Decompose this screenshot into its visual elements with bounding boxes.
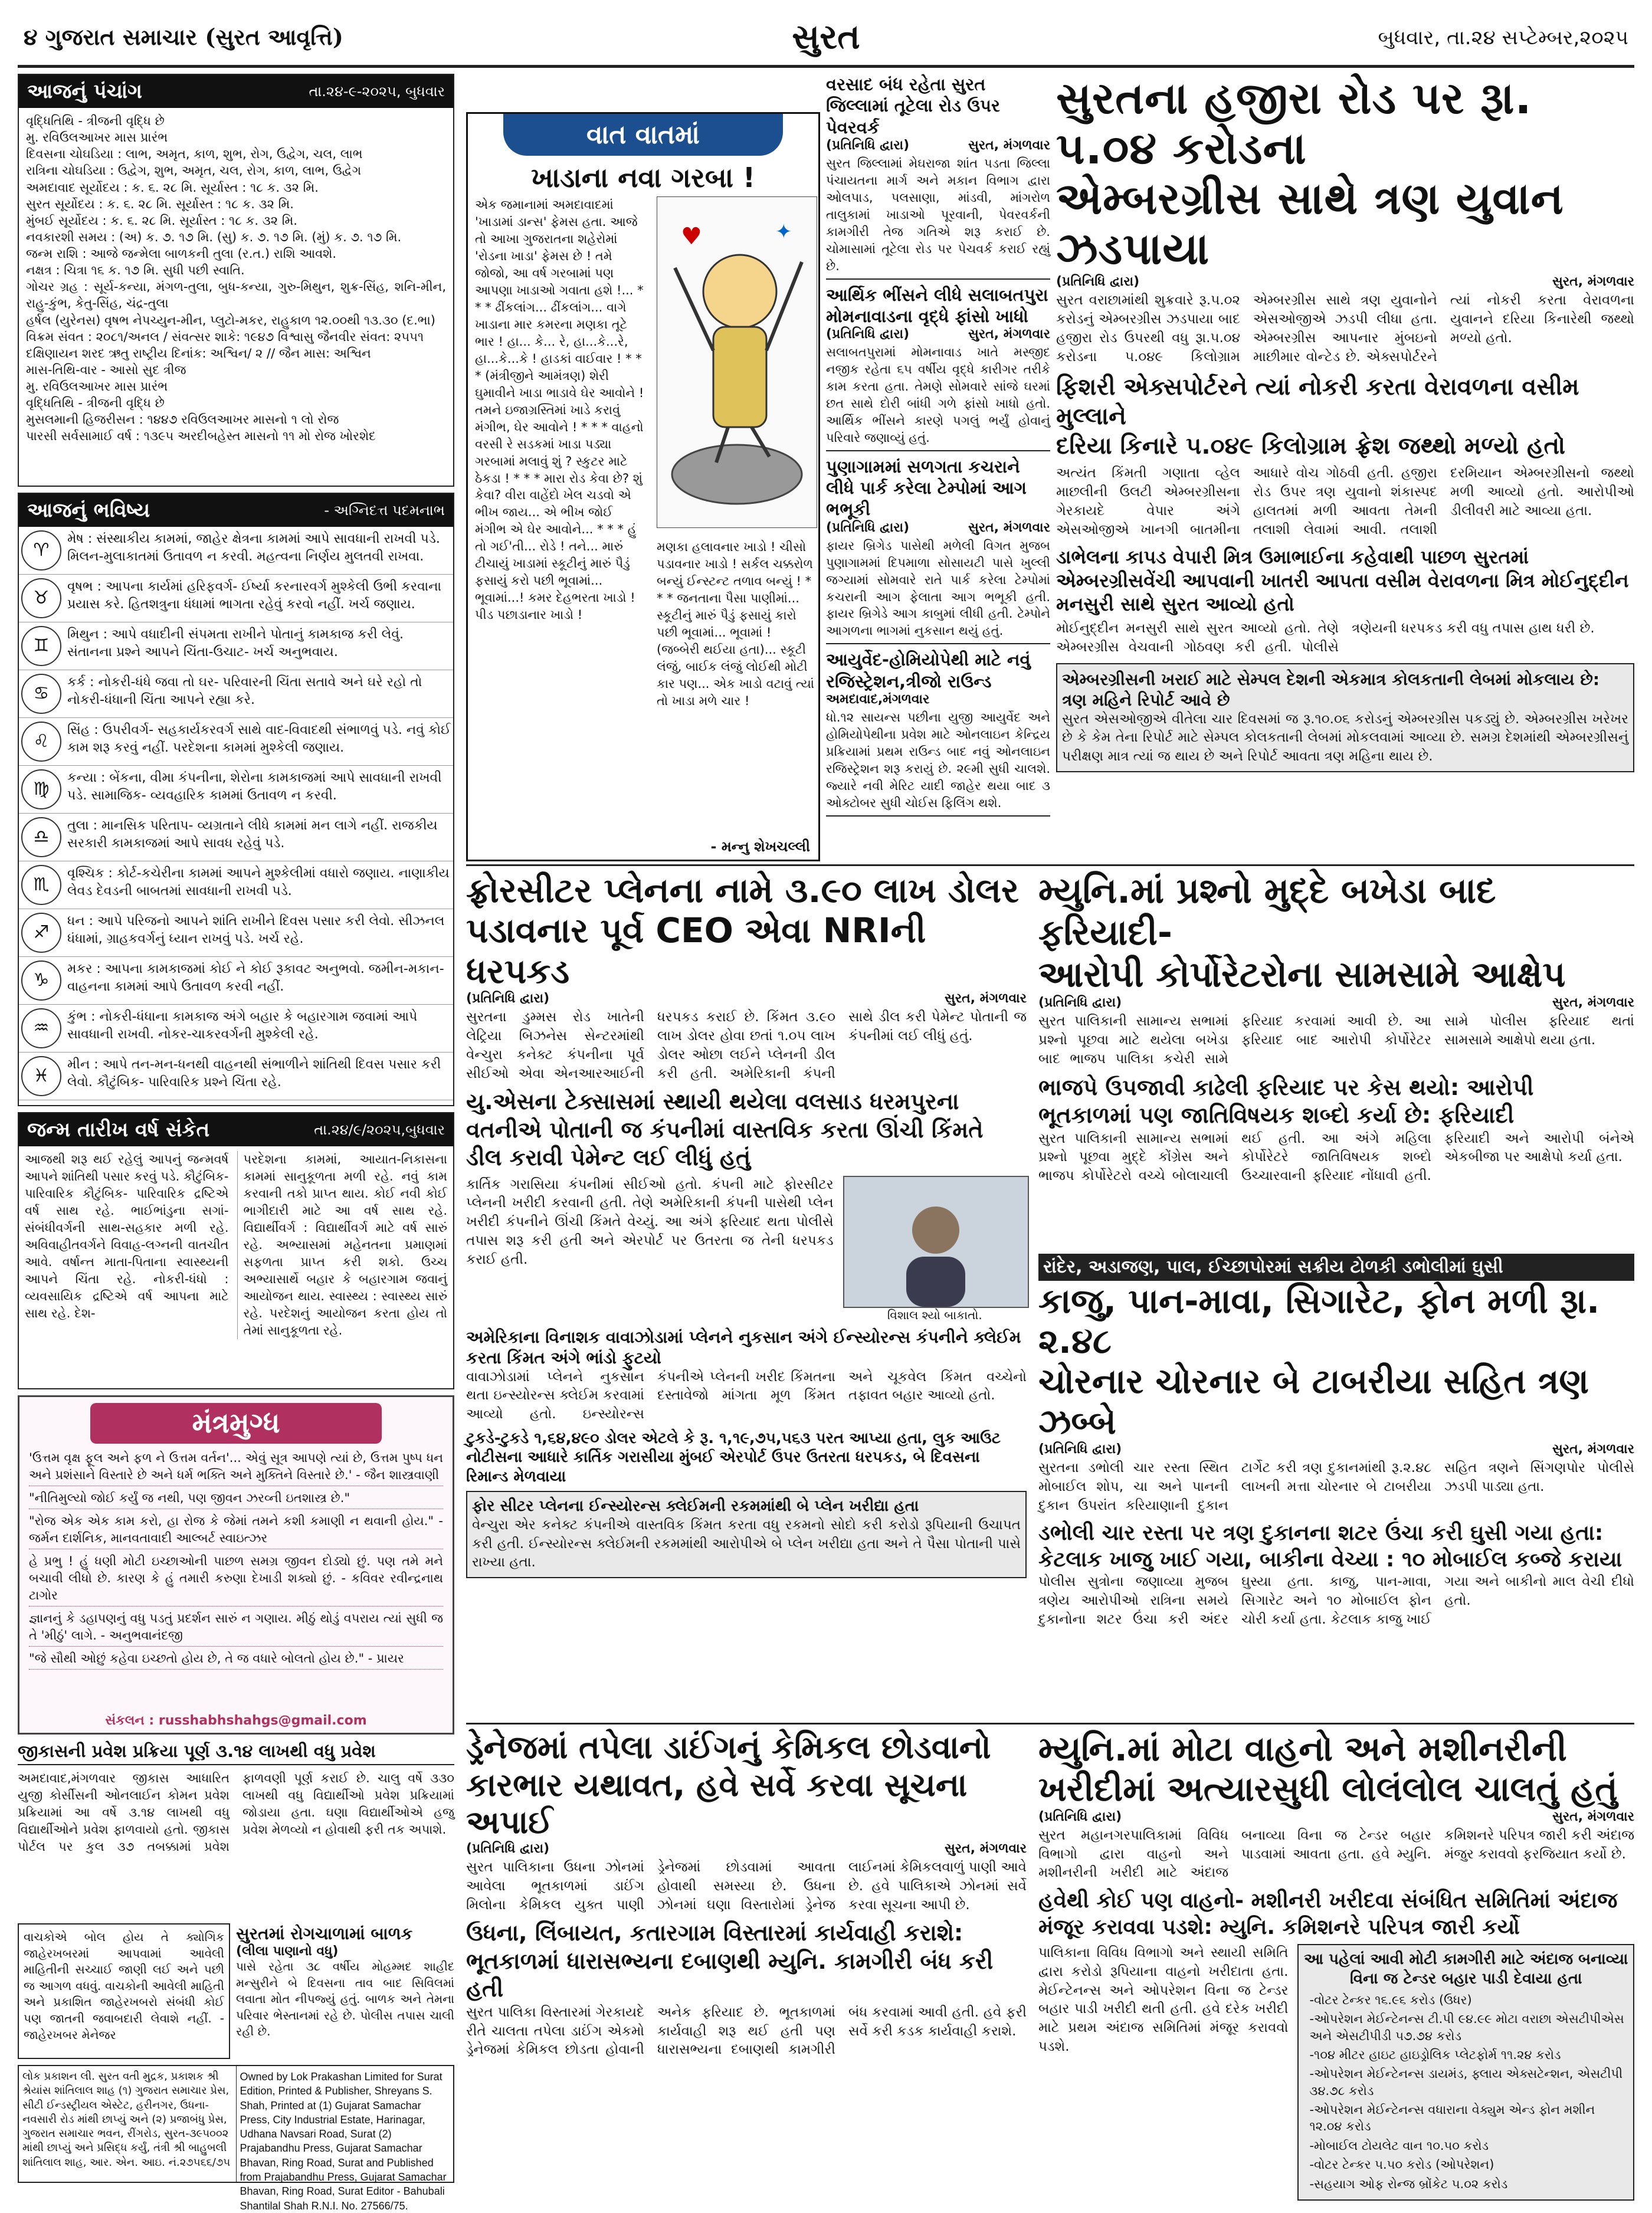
- zodiac-text: કન્યા : બેંકના, વીમા કંપનીના, શેરોના કામકાજમાં આપે સાવધાની રાખવી પડે. સામાજિક- વ્યવહારિક કામમાં ઉતાવળ ન કરવી.: [67, 771, 442, 803]
- muni-fight-text: સુરત પાલિકાની સામાન્ય સભામાં પ્રશ્નો પૂછવા માટે થયેલા બખેડા બાદ ભાજપ પાલિકા કચેરી સામે ફરિયાદ કરવામાં આવી છે. આ ફરિયાદ બાદ આરોપી કોર્પોરેટર સામે પોલીસ ફરિયાદ થતાં સામસામે આક્ષેપો થયા હતા.: [1038, 1014, 1634, 1067]
- mid-story-headline: પુણાગામમાં સળગતા કચરાને લીધે પાર્ક કરેલા ટેમ્પોમાં આગ ભભૂકી: [826, 456, 1027, 520]
- rogchala-headline: સુરતમાં રોગચાળામાં બાળક: [236, 1924, 413, 1943]
- theft-headline-2: ચોરનાર ચોરનાર બે ટાબરીયા સહિત ત્રણ ઝબ્બે: [1038, 1361, 1589, 1442]
- zodiac-text: મીન : આપે તન-મન-ધનથી વાહનથી સંભાળીને શાંતિથી દિવસ પસાર કરી લેવો. કૌટુંબિક- પારિવારિક પ્રશ્ને ચિંતા રહે.: [67, 1057, 441, 1090]
- panchang-box: [18, 74, 454, 487]
- top-box-head: એમ્બરગ્રીસની ખરાઈ માટે સેમ્પલ દેશની એકમાત્ર કોલકતાની લેબમાં મોકલાય છે: ત્રણ મહિને રિપોર્ટ આવે છે: [1062, 669, 1600, 710]
- drainage-byline: [466, 1841, 1027, 1856]
- mid-story-place: સુરત, મંગળવાર: [968, 137, 1050, 153]
- muni-fight-byline-place: સુરત, મંગળવાર: [1552, 995, 1634, 1011]
- zodiac-list: [19, 527, 453, 1100]
- mantra-quotes: [19, 1450, 453, 1670]
- zodiac-item: [19, 527, 453, 575]
- reader-note: [18, 1923, 230, 2059]
- vehicles-box-item: -૧૦૪ મીટર હાઇટ હાઇડ્રોલિક પ્લેટફોર્મ ૧૧.૨૪ કરોડ: [1309, 2048, 1561, 2063]
- vehicles-sub: હવેથી કોઈ પણ વાહનો- મશીનરી ખરીદવા સંબંધિત સમિતિમાં અંદાજ મંજૂર કરાવવા પડશે: મ્યુનિ. કમિશનરે પરિપત્ર જારી કર્યો: [1038, 1889, 1618, 1940]
- drainage-byline-place: સુરત, મંગળવાર: [944, 1841, 1027, 1857]
- mid-story-headline: આર્થિક ભીંસને લીધે સલાબતપુરા મોમનાવાડના વૃદ્ધે ફાંસો ખાધો: [826, 284, 1048, 326]
- zodiac-sign-icon: ♎: [21, 817, 61, 857]
- zodiac-text: ધન : આપે પરિજનો આપને શાંતિ રાખીને દિવસ પસાર કરી લેવો. સીઝનલ ધંધામાં, ગ્રાહકવર્ગનું ધ્યાન રાખવું પડે. ખર્ચ રહે.: [67, 914, 445, 946]
- rogchala-subtitle: (લીલા પાણાનો વધુ): [236, 1944, 339, 1959]
- birthday-title: જન્મ તારીખ વર્ષ સંકેત: [27, 1118, 210, 1142]
- mid-story-source: (પ્રતિનિધિ દ્વારા): [826, 520, 910, 535]
- vehicles-box-item: -વોટર ટેન્કર ૫.૫૦ કરોડ (ઓપરેશન): [1309, 2158, 1494, 2172]
- zodiac-text: વૃષભ : આપના કાર્યમાં હરિફવર્ગ- ઈર્ષ્યા કરનારવર્ગ મુશ્કેલી ઉભી કરવાના પ્રયાસ કરે. હિતશત્રુના ધંધામાં ભાગતા રહેવું કરવો નહીં. ખર્ચ જણાય.: [67, 579, 441, 612]
- muni-fight-headline-1: મ્યુનિ.માં પ્રશ્નો મુદ્દે બખેડા બાદ ફરિયાદી-: [1038, 870, 1496, 953]
- imprint-gujarati: લોક પ્રકાશન લી. સુરત વતી મુદ્રક, પ્રકાશક શ્રી શ્રેયાંસ શાંતિલાલ શાહ (૧) ગુજરાત સમાચાર પ્રેસ, સીટી ઈન્ડસ્ટ્રીયલ એસ્ટેટ, હરીનગર, ઉધના-નવસારી રોડ માંથી છાપ્યું અને (૨) પ્રજાબંધુ પ્રેસ, ગુજરાત સમાચાર ભવન, રીંગરોડ, સુરત-૩૯૫૦૦૨ માંથી છાપ્યું અને પ્રસિદ્ધ કર્યું, તંત્રી શ્રી બાહુબલી શાંતિલાલ શાહ, આર. એન. આઇ. નં.૨૭૫૬૬/૭૫: [19, 2066, 237, 2182]
- zodiac-item: [19, 622, 453, 670]
- ceo-body-row: [466, 1176, 1027, 1322]
- theft-sub: ડભોલી ચાર રસ્તા પર ત્રણ દુકાનના શટર ઉંચા કરી ઘુસી ગયા હતા: કેટલાક ખાજુ ખાઈ ગયા, બાકીના વેચ્યા : ૧૦ મોબાઈલ કબ્જે કરાયા: [1038, 1521, 1622, 1572]
- panchang-line: નક્ષત્ર : ચિત્રા ૧૬ ક. ૧૭ મિ. સુધી પછી સ્વાતિ.: [26, 263, 245, 278]
- zodiac-item: [19, 814, 453, 861]
- vehicles-row: [1038, 1944, 1634, 2201]
- mid-story: [826, 74, 1050, 280]
- mid-story-byline: [826, 520, 1050, 535]
- muni-fight-text2: સુરત પાલિકાની સામાન્ય સભામાં પ્રશ્નો પૂછવા મુદ્દે કોંગ્રેસ અને ભાજપ કોર્પોરેટરો વચ્ચે બોલાચાલી થઈ હતી. આ અંગે મહિલા કોર્પોરેટરે જાતિવિષયક શબ્દો ઉચ્ચારવાની ફરિયાદ નોંધાવી હતી. ફરિયાદી અને આરોપી બંનેએ એકબીજા પર આક્ષેપો કર્યા હતા.: [1038, 1130, 1634, 1184]
- mantra-quote: "જે સૌથી ઓછું કહેવા ઇચ્છતો હોય છે, તે જ વધારે બોલતો હોય છે." - પ્રાયર: [29, 1650, 443, 1670]
- zodiac-item: [19, 861, 453, 909]
- birthday-col1: આજથી શરૂ થઈ રહેલું આપનું જન્મવર્ષ આપને શાંતિથી પસાર કરવું પડે. કૌટુંબિક-પારિવારિક કૌટુંબિક- પારિવારિક દ્રષ્ટિએ વર્ષ સાથ રહે. ભાઈભાંડુના સગાં-સંબંધીવર્ગની સાથ-સહકાર મળી રહે. અવિવાહીતવર્ગને વિવાહ-લગ્નની વાતચીત આવે. વર્ષાન્ત માતા-પિતાના સ્વાસ્થ્યની આપને ચિંતા રહે. નોકરી-ધંધો : વ્યવસાયિક દ્રષ્ટિએ વર્ષ આપના માટે સાથ રહે. દેશ-: [25, 1152, 229, 1320]
- vat-poem: એક જમાનામાં અમદાવાદમાં 'ખાડામાં ડાન્સ' ફેમસ હતા. આજે તો આખા ગુજરાતના શહેરોમાં 'રોડના ખાડા' ફેમસ છે ! તમે જોજો, આ વર્ષ ગરબામાં પણ આપણા ખાડાઓ ગવાતા હશે !... * * * ઢીંકલાંગ... ઢીંકલાંગ... વાગે ખાડાના માર કમરના મણકા તૂટે ભાર ! હા... કે... રે, હા...કે...રે, હા...કે...કે ! હાડકાં વાઈવાર ! * * * (મંત્રીજીને આમંત્રણ) શેરી ઘુમાવીને ખાડા ભાડાવે ઘેર આવોને ! તમને ઇજાગ્રસ્તિમાં ખાડે કરાવું મંગીભ, ઘેર આવોને ! * * * વાહનો વરસી રે સડકમાં ખાડા પડ્યા ગરબામાં મલાવું શું ? સ્કુટર માટે ઠેકડા ! * * * મારા રોડ કેવા છે? શું કેવા? વીરા વાહેંદો ખેલ ચડવો એ ભીખ જાય... એ ભીખ જોઈ મંગીભ એ ઘેર આવોને... * * * હું તો ગઈ'તી... રોડે ! તને... મારું ટીચાયું ખાડામાં સ્કૂટીનું મારું પૈડું ફસાયું કરો પછી ભૂવામાં... ભૂવામાં...! કમર દેહભરતા ખાડો ! પીડ પછાડાનાર ખાડો !: [475, 198, 644, 622]
- mid-story-byline: [826, 692, 1050, 707]
- zodiac-sign-icon: ♌: [21, 722, 61, 762]
- panchang-line: જન્મ રાશિ : આજે જન્મેલા બાળકની તુલા (ર.ત.) રાશિ આવશે.: [26, 247, 337, 261]
- vat-poem-right: મણકા હલાવનાર ખાડો ! ચીસો પડાવનાર ખાડો ! સર્કલ ચક્કરોળ બન્યું ઈન્સ્ટન્ટ તળાવ બન્યું ! * * * જનતાના પૈસા પાણીમાં... સ્કૂટીનું મારું પૈડું ફસાયું કારો પછી ભૂવામાં... ભૂવામાં ! (જબ્બેરી થઈયા હતા)... સ્કૂટી લંજું, બાઈક લંજું લોઈથી મોટી કાર પણ... એક ખાડો વટાવું ત્યાં તો ખાડા મળે ચાર !: [657, 540, 814, 708]
- mantra-quote: "નીતિમુલ્યો જોઈ કર્યું જ નથી, પણ જીવન ઝરવ્ની ઇતશાસ્ત્ર છે.": [29, 1490, 443, 1509]
- mid-story-place: સુરત, મંગળવાર: [968, 327, 1050, 342]
- zodiac-sign-icon: ♑: [21, 960, 61, 1001]
- zodiac-item: [19, 766, 453, 814]
- drainage-text: સુરત પાલિકાના ઉધના ઝોનમાં આવેલા ભૂતકાળમાં ડાઈંગ મિલોના કેમિકલ યુક્ત પાણી ડ્રેનેજમાં છોડવામાં આવતા હોવાથી સમસ્યા છે. ઉધના ઝોનમાં ઘણા વિસ્તારોમાં ડ્રેનેજ લાઈનમાં કેમિકલવાળું પાણી આવે છે. હવે પાલિકાએ ઝોનમાં સર્વે કરવા સૂચના આપી છે.: [466, 1860, 1027, 1913]
- birthday-columns: [19, 1146, 453, 1344]
- mid-story-byline: [826, 138, 1050, 153]
- horoscope-title: આજનું ભવિષ્ય: [27, 499, 150, 522]
- panchang-header: [19, 75, 453, 108]
- zodiac-sign-icon: ♈: [21, 530, 61, 571]
- mid-story-text: સલાબતપુરામાં મોમનાવાડ ખાતે મસ્જીદ નજીક રહેતા ૬૫ વર્ષીય વૃદ્ધે કારીગર તરીકે કામ કરતા હતા. તેમણે સોમવારે સાંજે ઘરમાં છત સાથે દોરી બાંધી ગળે ફાંસો ખાધો હતો. આર્થિક ભીંસને કારણે પગલું ભર્યું હોવાનું પરિવારે જણાવ્યું હતું.: [826, 345, 1050, 445]
- ceo-sub2: અમેરિકાના વિનાશક વાવાઝોડામાં પ્લેનને નુકસાન અંગે ઈન્સ્યોરન્સ કંપનીને ક્લેઈમ કરતા કિંમત અંગે ભાંડો ફુટયો: [466, 1327, 1021, 1368]
- rogchala-story: [236, 1923, 454, 2059]
- ceo-photo-caption: વિશાલ શ્યો બાકાતો.: [887, 1307, 982, 1322]
- cartoon-illustration: [657, 197, 817, 527]
- zodiac-text: કુંભ : નોકરી-ધંધાના કામકાજ અંગે બહાર કે બહારગામ જવામાં આપે સાવધાની રાખવી. નોકર-ચાકરવર્ગની મુશ્કેલી રહે.: [67, 1009, 418, 1042]
- theft-headline-1: કાજુ, પાન-માવા, સિગારેટ, ફોન મળી રૂા. ૨.૪૮: [1038, 1280, 1600, 1361]
- drainage-text2: સુરત પાલિકા વિસ્તારમાં ગેરકાયદે રીતે ચાલતા તપેલા ડાઈંગ એકમો ડ્રેનેજમાં કેમિકલ છોડતા હોવાની અનેક ફરિયાદ છે. ભૂતકાળમાં કાર્યવાહી શરૂ થઈ હતી પણ ધારાસભ્યના દબાણથી કામગીરી બંધ કરવામાં આવી હતી. હવે ફરી સર્વે કરી કડક કાર્યવાહી કરાશે.: [466, 2004, 1027, 2058]
- drainage-headline-2: કારભાર યથાવત, હવે સર્વે કરવા સૂચના અપાઈ: [466, 1766, 968, 1841]
- top-headline-1: સુરતના હજીરા રોડ પર રૂા. ૫.૦૪ કરોડના: [1056, 73, 1532, 175]
- mid-story-headline: વરસાદ બંધ રહેતા સુરત જિલ્લામાં તૂટેલા રોડ ઉપર પેવરવર્ક: [826, 74, 1001, 137]
- ceo-box: [466, 1491, 1027, 1578]
- zodiac-item: [19, 957, 453, 1005]
- theft-byline: [1038, 1442, 1634, 1457]
- vehicles-byline-source: (પ્રતિનિધિ દ્વારા): [1038, 1809, 1122, 1824]
- mantra-quote: 'ઉત્તમ વૃક્ષ ફૂલ અને ફળ ને ઉત્તમ વર્તન'... એવું સૂત્ર આપણે ત્યાં છે, ઉત્તમ પુષ્પ ધન અને પ્રશંસાને વિસ્તારે છે અને ધર્મ ભક્તિ અને મુક્તિને વિસ્તારે છે.' - જૈન શાસ્ત્રવાણી: [29, 1450, 443, 1486]
- mantra-box: [18, 1395, 454, 1735]
- zodiac-sign-icon: ♒: [21, 1008, 61, 1048]
- vehicles-story: [1038, 1729, 1634, 2191]
- horoscope-header: [19, 494, 453, 527]
- svg-text:✦: ✦: [775, 220, 792, 244]
- top-sub2: દરિયા કિનારે ૫.૦૪૯ કિલોગ્રામ ફ્રેશ જથ્થો મળ્યો હતો: [1056, 432, 1565, 460]
- imprint-box: [18, 2065, 454, 2212]
- drainage-story: [466, 1729, 1027, 2183]
- horoscope-box: [18, 493, 454, 1106]
- person-icon: [894, 1195, 977, 1307]
- zodiac-item: [19, 1005, 453, 1053]
- panchang-line: મુ. રવિઉલઆખર માસ પ્રારંભ: [26, 130, 168, 145]
- vehicles-box-item: -ઓપરેશન મેઈન્ટેનન્સ ટી.પી ૯૪.૯૯ મોટા વરાછા એસટીપીએસ અને એસટીપીડી ૫૭.૭૪ કરોડ: [1309, 2012, 1624, 2043]
- top-sub3: ડાભેલના કાપડ વેપારી મિત્ર ઉમાભાઈના કહેવાથી પાછળ સુરતમાં એમ્બરગ્રીસવેંચી આપવાની ખાતરી આપતા વસીમ વેરાવળના મિત્ર મોઈનુદ્દીન મનસુરી સાથે સુરત આવ્યો હતો: [1056, 546, 1629, 616]
- birthday-col2: પરદેશના કામમાં, આયાત-નિકાસના કામમાં સાનુકૂળતા મળી રહે. નવું કામ કરવાની તકો પ્રાપ્ત થાય. કોઈ નવી કોઈ ભાગીદારી માટે આ વર્ષ સાથ રહે. વિદ્યાર્થીવર્ગ : વિદ્યાર્થીવર્ગ માટે વર્ષ સારું રહે. અભ્યાસમાં મહેનતના પ્રમાણમાં સફળતા પ્રાપ્ત કરી શકો. ઉચ્ચ અભ્યાસાર્થે બહાર કે બહારગામ જવાનું આયોજન થાય. સ્વાસ્થ્ય : સ્વાસ્થ્ય સારું રહે. પરદેશનું આયોજન કરતા હોય તો તેમાં સાનુકૂળતા રહે.: [237, 1151, 448, 1339]
- top-story: [1056, 74, 1634, 841]
- vehicles-box-head: આ પહેલાં આવી મોટી કામગીરી માટે અંદાજ બનાવ્યા વિના જ ટેન્ડર બહાર પાડી દેવાયા હતા: [1304, 1950, 1628, 1988]
- mantra-quote: "રોજ એક એક કામ કરો, હા રોજ કે જેમાં તમને કશી કમાણી ન થવાની હોય." - જર્મન દાર્શનિક, માનવતાવાદી આલ્બર્ટ સ્વાઇત્ઝર: [29, 1513, 443, 1549]
- panchang-line: દિવસના ચોઘડિયા : લાભ, અમૃત, કાળ, શુભ, રોગ, ઉદ્વેગ, ચલ, લાભ: [26, 147, 363, 162]
- zodiac-text: મેષ : સંસ્થાકીય કામમાં, જાહેર ક્ષેત્રના કામમાં આપે સાવધાની રાખવી પડે. મિલન-મુલાકાતમાં ઉતાવળ ન કરવી. મહત્વના નિર્ણય મુલતવી રાખવા.: [67, 532, 440, 564]
- panchang-line: અમદાવાદ સૂર્યોદય : ક. ૬. ૨૮ મિ. સૂર્યાસ્ત : ૧૮ ક. ૩૨ મિ.: [26, 180, 319, 195]
- ceo-byline: [466, 991, 1027, 1006]
- ceo-headline-2: પડાવનાર પૂર્વ CEO એવા NRIની ધરપકડ: [466, 910, 926, 991]
- mid-story-headline: આયુર્વેદ-હોમિયોપેથી માટે નવું રજિસ્ટ્રેશન,ત્રીજો રાઉન્ડ: [826, 650, 1031, 691]
- masthead-rule: [18, 65, 1634, 68]
- mid-story-text: ધો.૧૨ સાયન્સ પછીના યુજી આયુર્વેદ અને હોમિયોપેથીના પ્રવેશ માટે ઓનલાઇન કેન્દ્રિય પ્રક્રિયામાં પ્રથમ રાઉન્ડ બાદ નવું ઓનલાઇન રજિસ્ટ્રેશન શરૂ કરાયું છે. ૨૯મી સુધી ચાલશે. જ્યારે નવી મેરિટ યાદી જાહેર થયા બાદ ૩ ઓક્ટોબર સુધી ચોઈસ ફિલિંગ થશે.: [826, 710, 1050, 810]
- panchang-line: મુસલમાની હિજરીસન : ૧૪૪૭ રવિઉલઆખર માસનો ૧ લો રોજ: [26, 412, 339, 427]
- panchang-line: નવકારશી સમય : (અ) ક. ૭. ૧૭ મિ. (સુ) ક. ૭. ૧૭ મિ. (મું) ક. ૭. ૧૭ મિ.: [26, 230, 402, 244]
- horoscope-author: - અગ્નિદત્ત પદમનાભ: [324, 502, 445, 519]
- ceo-text: સુરતના ડુમ્મસ રોડ ખાતેની લેટ્રિયા બિઝનેસ સેન્ટરમાંથી વેન્ચુરા કનેક્ટ કંપનીના પૂર્વ સીઈઓ એવા એનઆરઆઈની ધરપકડ કરાઈ છે. કિંમત ૩.૯૦ લાખ ડોલર હોવા છતાં ૧.૦૫ લાખ ડોલર ઓછા લઈને પ્લેનની ડીલ કરી હતી. અમેરિકાની કંપની સાથે ડીલ કરી પેમેન્ટ પોતાની જ કંપનીમાં લઈ લીધું હતું.: [466, 1009, 1027, 1081]
- admission-story: [18, 1740, 454, 1917]
- zodiac-text: કર્ક : નોકરી-ધંધે જવા તો ઘર- પરિવારની ચિંતા સતાવે અને ઘરે રહો તો નોકરી-ધંધાની ચિંતા આપને રહ્યા કરે.: [67, 675, 422, 707]
- mid-story-place: સુરત, મંગળવાર: [968, 520, 1050, 535]
- svg-text:♥: ♥: [681, 223, 702, 250]
- panchang-date: તા.૨૪-૯-૨૦૨૫, બુધવાર: [309, 83, 445, 100]
- mid-rule-1: [466, 864, 1634, 866]
- panchang-title: આજનું પંચાંગ: [27, 80, 142, 103]
- ceo-box-text: વેન્ચુરા એર કનેક્ટ કંપનીએ વાસ્તવિક કિંમત કરતા વધુ રકમનો સોદો કરી કરોડો રૂપિયાની ઉચાપત કરી હતી. ઈન્સ્યોરન્સ ક્લેઈમની રકમમાંથી આરોપીએ બે પ્લેન ખરીદ્યા હતા અને તે પૈસા પોતાની પાસે રાખ્યા હતા.: [472, 1517, 1021, 1571]
- ceo-photo-wrap: [843, 1176, 1027, 1322]
- top-box-text: સુરત એસઓજીએ વીતેલા ચાર દિવસમાં જ રૂ.૧૦.૦૬ કરોડનું એમ્બરગ્રીસ પકડ્યું છે. એમ્બરગ્રીસ ખરેખર છે કે કેમ તેના રિપોર્ટ માટે સેમ્પલ કોલકતાની લેબમાં મોકલવામાં આવ્યા છે. સમગ્ર દેશમાંથી એમ્બરગ્રીસનું પરીક્ષણ માત્ર ત્યાં જ થાય છે અને રિપોર્ટ આવતા ત્રણ મહિના થાય છે.: [1062, 711, 1628, 765]
- muni-fight-sub: ભાજપે ઉપજાવી કાઢેલી ફરિયાદ પર કેસ થયો: આરોપી ભૂતકાળમાં પણ જાતિવિષયક શબ્દો કર્યા છે: ફરિયાદી: [1038, 1074, 1534, 1129]
- vehicles-box-item: -ઓપરેશન મેઈન્ટેનન્સ વધારાના વેક્યુમ એન્ડ ફોન મશીન ૧૨.૦૪ કરોડ: [1309, 2103, 1595, 2134]
- mid-story-source: (પ્રતિનિધિ દ્વારા): [826, 327, 910, 342]
- drainage-byline-source: (પ્રતિનિધિ દ્વારા): [466, 1841, 550, 1857]
- zodiac-sign-icon: ♊: [21, 626, 61, 666]
- vehicles-byline-place: સુરત, મંગળવાર: [1552, 1809, 1634, 1824]
- masthead-date: બુધવાર, તા.૨૪ સપ્ટેમ્બર,૨૦૨૫: [1378, 26, 1628, 50]
- rogchala-text: પાસે રહેતા ૩૮ વર્ષીય મોહમ્મદ શાહીદ મન્સુરીને બે દિવસના તાવ બાદ સિવિલમાં લવાતા મોત નીપજ્યું હતું. બાળક અને તેમના પરિવાર ભેસ્તાનમાં રહે છે. પોલીસ તપાસ ચાલી રહી છે.: [236, 1959, 454, 2039]
- panchang-line: વિક્રમ સંવત : ૨૦૮૧/અનલ / સંવત્સર શાકે: ૧૯૪૭ વિશ્વાસુ જૈનવીર સંવત: ૨૫૫૧: [26, 329, 424, 344]
- mid-story-source: અમદાવાદ,મંગળવાર: [826, 691, 930, 707]
- zodiac-text: મિથુન : આપે વધાદીની સંપમતા રાખીને પોતાનું કામકાજ કરી લેવું. સંતાનના પ્રશ્ને આપને ચિંતા-ઉચાટ- ખર્ચ અનુભવાય.: [67, 627, 404, 660]
- panchang-line: હર્ષલ (યુરેનસ) વૃષભ નેપચ્યુન-મીન, પ્લુટો-મકર, રાહુકાળ ૧૨.૦૦થી ૧૩.૩૦ (દ.ભા): [26, 313, 435, 327]
- vat-box: [466, 112, 820, 861]
- top-byline: [1056, 274, 1634, 289]
- mantra-quote: હે પ્રભુ ! હું ધણી મોટી ઇચ્છાઓની પાછળ સમગ્ર જીવન દોડ્યો છું. પણ તમે મને બચાવી લીધો છે. કારણ કે હું તમારી કરુણા દેખાડી શક્યો છું. - કવિવર રવીન્દ્રનાથ ટાગોર: [29, 1553, 443, 1607]
- panchang-line: ગોચર ગ્રહ : સૂર્ય-કન્યા, મંગળ-તુલા, બુધ-કન્યા, ગુરુ-મિથુન, શુક્ર-સિંહ, શનિ-મીન, રાહુ-કુંભ, કેતુ-સિંહ, ચંદ્ર-તુલા: [26, 280, 446, 311]
- zodiac-item: [19, 909, 453, 957]
- vehicles-box-item: -વોટર ટેન્કર ૧૬.૯૬ કરોડ (ઉધર): [1309, 1993, 1472, 2008]
- vehicles-byline: [1038, 1809, 1634, 1824]
- zodiac-sign-icon: ♓: [21, 1056, 61, 1096]
- theft-text: સુરતના ડભોલી ચાર રસ્તા સ્થિત મોબાઈલ શોપ, ચા અને પાનની દુકાન ઉપરાંત કરિયાણાની દુકાન ટાર્ગેટ કરી ત્રણ દુકાનમાંથી રૂ.૨.૪૮ લાખની મત્તા ચોરનાર બે ટાબરીયા સહિત ત્રણને સિંગણપોર પોલીસે ઝડપી પાડ્યા હતા.: [1038, 1460, 1634, 1513]
- imprint-english: Owned by Lok Prakashan Limited for Surat Edition, Printed & Publisher, Shreyans S. Shah, Printed at (1) Gujarat Samachar Press, City Industrial Estate, Harinagar, Udhana Navsari Road, Surat (2) Prajabandhu Press, Gujarat Samachar Bhavan, Ring Road, Surat and Published from Prajabandhu Press, Gujarat Samachar Bhavan, Ring Road, Surat Editor - Bahubali Shantilal Shah R.N.I. No. 27566/75.: [240, 2071, 447, 2212]
- mid-story: [826, 649, 1050, 816]
- mantra-title: મંત્રમુગ્ધ: [90, 1403, 382, 1444]
- zodiac-text: વૃશ્ચિક : કોર્ટ-કચેરીના કામમાં આપને મુશ્કેલીમાં વધારો જણાય. નાણાકીય લેવડ દેવડની બાબતમાં સાવધાની રાખવી પડે.: [67, 866, 450, 899]
- vehicles-text: સુરત મહાનગરપાલિકામાં વિવિધ વિભાગો દ્વારા વાહનો અને મશીનરીની ખરીદી માટે અંદાજ બનાવ્યા વિના જ ટેન્ડર બહાર પાડવામાં આવતા હતા. હવે મ્યુનિ. કમિશનરે પરિપત્ર જારી કરી અંદાજ મંજુર કરાવવો ફરજિયાત કર્યો છે.: [1038, 1827, 1634, 1881]
- ceo-sub3: ટુકડે-ટુકડે ૧,૬૪,૪૯૦ ડોલર એટલે કે રૂ. ૧,૧૯,૭૫,૫૬૩ પરત આપ્યા હતા, લુક આઉટ નોટીસના આધારે કાર્તિક ગરાસીયા મુંબઈ એરપોર્ટ ઉપર ઉતરતા ધરપકડ, બે દિવસના રિમાન્ડ મેળવાયા: [466, 1429, 1001, 1486]
- top-headline-2: એમ્બરગ્રીસ સાથે ત્રણ યુવાન ઝડપાયા: [1056, 173, 1564, 275]
- muni-fight-headline-2: આરોપી કોર્પોરેટરોના સામસામે આક્ષેપ: [1038, 953, 1566, 995]
- mid-rule-2: [466, 1723, 1634, 1724]
- ceo-byline-place: સુરત, મંગળવાર: [944, 991, 1027, 1006]
- mantra-quote: જ્ઞાનનું કે ડહાપણનું વધુ પડતું પ્રદર્શન સારું ન ગણાય. મીઠું થોડું વપરાય ત્યાં સુધી જ તે 'મીઠું' લાગે. - અનુભવાનંદજી: [29, 1610, 443, 1647]
- drainage-sub: ઉધના, લિંબાયત, કતારગામ વિસ્તારમાં કાર્યવાહી કરાશે: ભૂતકાળમાં ધારાસભ્યના દબાણથી મ્યુનિ. કામગીરી બંધ કરી હતી: [466, 1920, 994, 2002]
- panchang-line: રાત્રિના ચોઘડિયા : ઉદ્વેગ, શુભ, અમૃત, ચલ, રોગ, કાળ, લાભ, ઉદ્વેગ: [26, 163, 362, 178]
- theft-kicker: રાંદેર, અડાજણ, પાલ, ઈચ્છાપોરમાં સક્રીય ટોળકી ડભોલીમાં ઘુસી: [1038, 1254, 1634, 1281]
- mid-story-text: ફાયર બ્રિગેડ પાસેથી મળેલી વિગત મુજબ પુણાગામમાં દિપમાળા સોસાયટી પાસે ખુલ્લી જગ્યામાં સોમવારે રાતે પાર્ક કરેલા ટેમ્પોમાં કચરાની આગ ફેલાતા આગ ભભૂકી હતી. ફાયર બ્રિગેડે આગ કાબુમાં લીધી હતી. ટેમ્પોને આગળના ભાગમાં નુકસાન થયું હતું.: [826, 538, 1050, 638]
- mid-story: [826, 456, 1050, 645]
- vehicles-box-list: [1303, 1992, 1628, 2192]
- admission-headline: જીકાસની પ્રવેશ પ્રક્રિયા પૂર્ણ ૩.૧૪ લાખથી વધુ પ્રવેશ: [18, 1740, 454, 1765]
- ceo-story: [466, 870, 1027, 1720]
- ceo-byline-source: (પ્રતિનિધિ દ્વારા): [466, 991, 550, 1006]
- admission-text: અમદાવાદ,મંગળવાર જીકાસ આધારિત યુજી કોર્સીસની ઓનલાઈન કોમન પ્રવેશ પ્રક્રિયામાં આ વર્ષે ૩.૧૪ લાખથી વધુ વિદ્યાર્થીઓને પ્રવેશ ફાળવાયો હતો. જીકાસ પોર્ટલ પર કુલ ૩૭ તબક્કામાં પ્રવેશ ફાળવણી પૂર્ણ કરાઈ છે. ચાલુ વર્ષે ૩૩૦ લાખથી વધુ વિદ્યાર્થીઓ પ્રવેશ પ્રક્રિયામાં જોડાયા હતા. ઘણા વિદ્યાર્થીઓએ હજુ પ્રવેશ મેળવ્યો ન હોવાથી ફરી તક અપાશે.: [18, 1771, 454, 1854]
- ceo-text3: વાવાઝોડામાં પ્લેનને નુકસાન થતા ઇન્સ્યોરન્સ ક્લેઈમ કરવામાં આવ્યો હતો. ઇન્સ્યોરન્સ કંપનીએ પ્લેનની ખરીદ કિંમતના દસ્તાવેજો માંગતા મૂળ કિંમત અને ચૂકવેલ કિંમત વચ્ચેનો તફાવત બહાર આવ્યો હતો.: [466, 1369, 1027, 1422]
- zodiac-sign-icon: ♐: [21, 913, 61, 953]
- mantra-contact: સંકલન : russhabhshahgs@gmail.com: [105, 1713, 367, 1728]
- mid-story: [826, 284, 1050, 451]
- masthead-city: સુરત: [792, 17, 860, 57]
- vehicles-text2: પાલિકાના વિવિધ વિભાગો અને સ્થાયી સમિતિ દ્વારા કરોડો રૂપિયાના વાહનો ખરીદાતા હતા. મેઈન્ટેનન્સ અને ઓપરેશન વિના જ ટેન્ડર બહાર પાડી ખરીદી થતી હતી. હવે દરેક ખરીદી માટે પ્રથમ અંદાજ સમિતિમાં મંજૂર કરાવવો પડશે.: [1038, 1945, 1289, 2054]
- vehicles-box: [1297, 1944, 1634, 2201]
- top-text3: મોઈનુદ્દીન મનસુરી સાથે સુરત આવ્યો હતો. તેણે એમ્બરગ્રીસ વેચવાની ગોઠવણ કરી હતી. પોલીસે ત્રણેયની ધરપકડ કરી વધુ તપાસ હાથ ધરી છે.: [1056, 621, 1595, 655]
- zodiac-item: [19, 575, 453, 622]
- panchang-line: વૃદ્ધિતિથિ - ત્રીજની વૃદ્ધિ છે: [26, 396, 165, 411]
- panchang-line: પારસી સર્વસામાઈ વર્ષ : ૧૩૯૫ અરદીબહેસ્ત માસનો ૧૧ મો રોજ ખોરશેદ: [26, 429, 376, 444]
- top-text2: અત્યંત કિંમતી ગણાતા વ્હેલ માછલીની ઉલટી એમ્બરગ્રીસના ગેરકાયદે વેપાર અંગે એસઓજીએ ખાનગી બાતમીના આધારે વોચ ગોઠવી હતી. હજીરા રોડ ઉપર ત્રણ યુવાનો શંકાસ્પદ હાલતમાં મળી આવતા તેમની તલાશી લેવામાં આવી. તલાશી દરમિયાન એમ્બરગ્રીસનો જથ્થો મળી આવ્યો હતો. આરોપીઓ ડીલીવરી માટે આવ્યા હતા.: [1056, 465, 1634, 537]
- drainage-headline-1: ડ્રેનેજમાં તપેલા ડાઈંગનું કેમિકલ છોડવાનો: [466, 1729, 991, 1766]
- panchang-line: વૃદ્ધિતિથિ - ત્રીજની વૃદ્ધિ છે: [26, 114, 165, 128]
- panchang-line: દક્ષિણાયન શરદ ઋતુ રાષ્ટ્રીય દિનાંક: અશ્વિન/ ૨ // જૈન માસ: અશ્વિન: [26, 346, 371, 360]
- zodiac-sign-icon: ♍: [21, 769, 61, 809]
- birthday-date: તા.૨૪/૯/૨૦૨૫,બુધવાર: [314, 1122, 445, 1138]
- birthday-header: [19, 1113, 453, 1146]
- mid-story-byline: [826, 327, 1050, 342]
- vehicles-box-item: -મોબાઈલ ટોયલેટ વાન ૧૦.૫૦ કરોડ: [1309, 2138, 1489, 2153]
- top-byline-place: સુરત, મંગળવાર: [1552, 274, 1634, 290]
- zodiac-sign-icon: ♋: [21, 674, 61, 714]
- zodiac-item: [19, 718, 453, 766]
- zodiac-item: [19, 1053, 453, 1100]
- zodiac-text: મકર : આપના કામકાજમાં કોઈ ને કોઈ રૂકાવટ અનુભવો. જમીન-મકાન- વાહનના કામમાં આપે ઉતાવળ કરવી નહીં.: [67, 962, 444, 994]
- vehicles-headline-1: મ્યુનિ.માં મોટા વાહનો અને મશીનરીની: [1038, 1729, 1567, 1769]
- theft-story: [1038, 1254, 1634, 1714]
- vat-title: વાત વાતમાં: [503, 114, 783, 156]
- mid-story-text: સુરત જિલ્લામાં મેઘરાજા શાંત પડતા જિલ્લા પંચાયતના માર્ગ અને મકાન વિભાગ દ્વારા ઓલપાડ, પલસાણા, માંડવી, માંગરોળ તાલુકામાં ખાડાઓ પૂરવાની, પેવરવર્કની કામગીરી તેજ ગતિએ શરૂ કરાઈ છે. ચોમાસામાં તૂટેલા રોડ પર પેચવર્ક કરાઈ રહ્યું છે.: [826, 156, 1050, 273]
- ceo-photo: [843, 1176, 1029, 1308]
- ceo-box-head: ફોર સીટર પ્લેનના ઈન્સ્યોરન્સ ક્લેઈમની રકમમાંથી બે પ્લેન ખરીદ્યા હતા: [472, 1497, 919, 1516]
- top-box: [1056, 663, 1634, 772]
- panchang-line: માસ-તિથિ-વાર - આસો સુદ ત્રીજ: [26, 362, 186, 377]
- zodiac-text: તુલા : માનસિક પરિતાપ- વ્યગ્રતાને લીધે કામમાં મન લાગે નહીં. રાજકીય સરકારી કામકાજમાં આપે સાવધ રહેવું પડે.: [67, 818, 438, 851]
- theft-byline-place: સુરત, મંગળવાર: [1552, 1442, 1634, 1457]
- zodiac-sign-icon: ♏: [21, 865, 61, 905]
- theft-text2: પોલીસ સુત્રોના જણાવ્યા મુજબ ત્રણેય આરોપીઓ રાત્રિના સમયે દુકાનોના શટર ઉંચા કરી અંદર ઘુસ્યા હતા. કાજુ, પાન-માવા, સિગારેટ અને ૧૦ મોબાઈલ ફોન ચોરી કર્યા હતા. કેટલાક કાજુ ખાઈ ગયા અને બાકીનો માલ વેચી દીધો હતો.: [1038, 1574, 1634, 1627]
- mid-top-column: [826, 74, 1050, 858]
- top-sub1: ફિશરી એક્સપોર્ટરને ત્યાં નોકરી કરતા વેરાવળના વસીમ મુલ્લાને: [1056, 373, 1579, 431]
- muni-fight-byline-source: (પ્રતિનિધિ દ્વારા): [1038, 995, 1122, 1011]
- ceo-sub: યુ.એસના ટેક્સાસમાં સ્થાયી થયેલા વલસાડ ધરમપુરના વતનીએ પોતાની જ કંપનીમાં વાસ્તવિક કરતા ઊંચી કિંમતે ડીલ કરાવી પેમેન્ટ લઈ લીધું હતું: [466, 1089, 984, 1171]
- panchang-line: મુ. રવિઉલઆખર માસ પ્રારંભ: [26, 379, 168, 394]
- muni-fight-story: [1038, 870, 1634, 1248]
- vehicles-headline-2: ખરીદીમાં અત્યારસુધી લોલંલોલ ચાલતું હતું: [1038, 1769, 1618, 1809]
- zodiac-item: [19, 670, 453, 718]
- vat-headline: ખાડાના નવા ગરબા !: [531, 162, 755, 194]
- panchang-line: સુરત સૂર્યોદય : ક. ૬. ૨૮ મિ. સૂર્યાસ્ત : ૧૮ ક. ૩૨ મિ.: [26, 196, 294, 211]
- ceo-text2: કાર્તિક ગરાસિયા કંપનીમાં સીઈઓ હતો. કંપની માટે ફોરસીટર પ્લેનની ખરીદી કરવાની હતી. તેણે અમેરિકાની કંપની પાસેથી પ્લેન ખરીદી કંપનીને ઊંચી કિંમતે વેચ્યું. આ અંગે ફરિયાદ થતા પોલીસે તપાસ શરૂ કરી હતી અને એરપોર્ટ પર ઉતરતા જ તેની ધરપકડ કરાઈ હતી.: [466, 1176, 834, 1267]
- vehicles-box-item: -ઓપરેશન મેઈન્ટેનન્સ ડાયમંડ, ફ્લાય એક્સટેન્શન, એસટીપી ૩૪.૭૮ કરોડ: [1309, 2067, 1623, 2098]
- birthday-box: [18, 1112, 454, 1389]
- muni-fight-byline: [1038, 995, 1634, 1010]
- zodiac-sign-icon: ♉: [21, 578, 61, 618]
- top-byline-source: (પ્રતિનિધિ દ્વારા): [1056, 274, 1140, 290]
- vehicles-box-item: -સહયાગ ઓફ રોન્જ બ્રોંકેટ ૫.૦૨ કરોડ: [1309, 2176, 1508, 2191]
- vat-cartoon: [657, 196, 817, 528]
- panchang-line: મુંબઈ સૂર્યોદય : ક. ૬. ૨૮ મિ. સૂર્યાસ્ત : ૧૮ ક. ૩૨ મિ.: [26, 213, 297, 228]
- mid-story-source: (પ્રતિનિધિ દ્વારા): [826, 137, 910, 153]
- vat-author: - મન્નુ શેખચલ્લી: [710, 838, 810, 855]
- reader-note-text: વાચકોએ બોલ હોય તે ક્યોગિક જાહેરખબરમાં આપવામાં આવેલી માહિતીની સચ્ચાઈ જાણી લઈ અને પછી જ આગળ વધવું. વાચકોની આવેલી માહિતી અને પ્રકાશિત જાહેરખબરો સંબંધી કોઈ પણ જાતની જવાબદારી લેવાશે નહીં. - જાહેરખબર મેનેજર: [24, 1930, 224, 2042]
- ceo-headline-1: ફ્રોરસીટર પ્લેનના નામે ૩.૯૦ લાખ ડોલર: [466, 870, 1020, 910]
- zodiac-text: સિંહ : ઉપરીવર્ગ- સહકાર્યકરવર્ગ સાથે વાદ-વિવાદથી સંભાળવું પડે. નવું કોઈ કામ શરૂ કરવું નહીં. પરદેશના કામમાં મુશ્કેલી જણાય.: [67, 723, 451, 755]
- top-text: સુરત વરાછામાંથી શુક્રવારે રૂ.૫.૦૨ કરોડનું એમ્બરગ્રીસ ઝડપાયા બાદ હજીરા રોડ ઉપરથી વધુ રૂા.૫.૦૪ કરોડના ૫.૦૪૯ કિલોગ્રામ એમ્બરગ્રીસ સાથે ત્રણ યુવાનોને એસઓજીએ ઝડપી લીધા હતા. એમ્બરગ્રીસ આપનાર મુંબઇનો માછીમાર વોન્ટેડ છે. એક્સપોર્ટરને ત્યાં નોકરી કરતા વેરાવળના યુવાનને દરિયા કિનારેથી જથ્થો મળ્યો હતો.: [1056, 293, 1634, 365]
- panchang-lines: [19, 108, 453, 450]
- masthead-left: ૪ ગુજરાત સમાચાર (સુરત આવૃત્તિ): [24, 24, 343, 50]
- theft-byline-source: (પ્રતિનિધિ દ્વારા): [1038, 1442, 1122, 1457]
